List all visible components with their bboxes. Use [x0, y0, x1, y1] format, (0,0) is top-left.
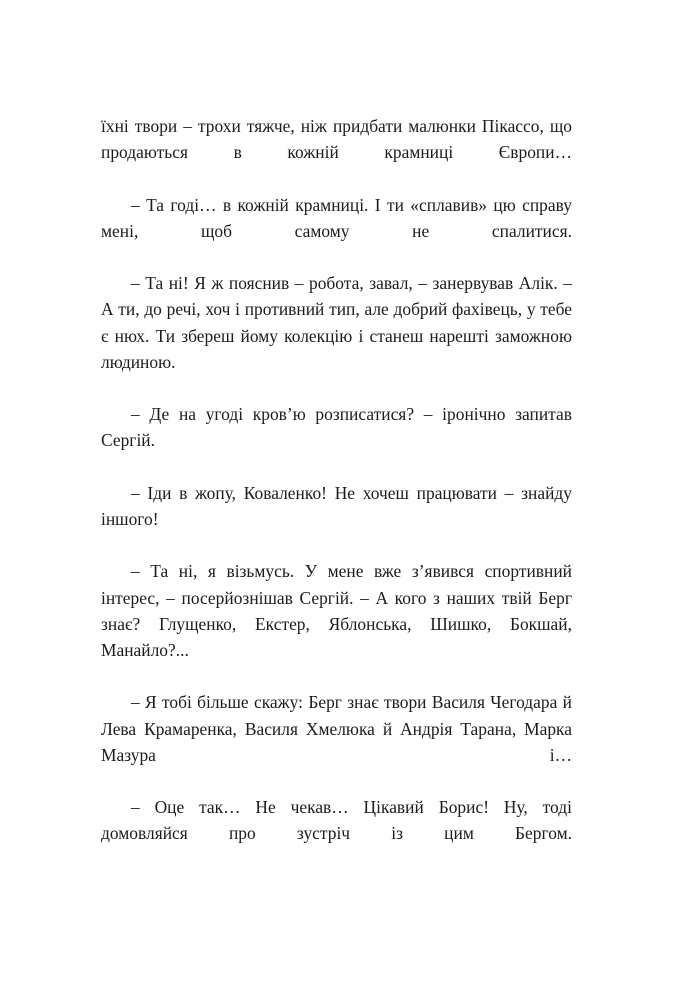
paragraph: – Оце так… Не чекав… Цікавий Борис! Ну, тоді домовляйся про зустріч із цим Бергом. — [101, 797, 572, 844]
page-text-block — [101, 113, 572, 873]
paragraph: – Та годі… в кожній крамниці. І ти «сплавив» цю справу мені, щоб самому не спалитися. — [101, 194, 572, 241]
paragraph: – Та ні, я візьмусь. У мене вже з’явився спортивний інтерес, – посерйознішав Сергій. – А кого з наших твій Берг знає? Глущенко, Екстер, Яблонська, Шишко, Бокшай, Манайло?... — [101, 561, 572, 661]
paragraph: – Іди в жопу, Коваленко! Не хочеш працювати – знайду іншого! — [101, 482, 572, 530]
paragraph: – Де на угоді кров’ю розписатися? – іронічно запитав Сергій. — [101, 404, 572, 451]
paragraph: – Я тобі більше скажу: Берг знає твори Василя Чегодара й Лева Крамаренка, Василя Хмелюка й Андрія Тарана, Марка Мазура і… — [101, 692, 572, 765]
paragraph: – Та ні! Я ж пояснив – робота, завал, – занервував Алік. – А ти, до речі, хоч і противний тип, але добрий фахівець, у тебе є нюх. Ти збереш йому колекцію і станеш нарешті заможною людиною. — [101, 273, 572, 372]
paragraph: їхні твори – трохи тяжче, ніж придбати малюнки Пікассо, що продаються в кожній крамниці Європи… — [101, 116, 572, 163]
